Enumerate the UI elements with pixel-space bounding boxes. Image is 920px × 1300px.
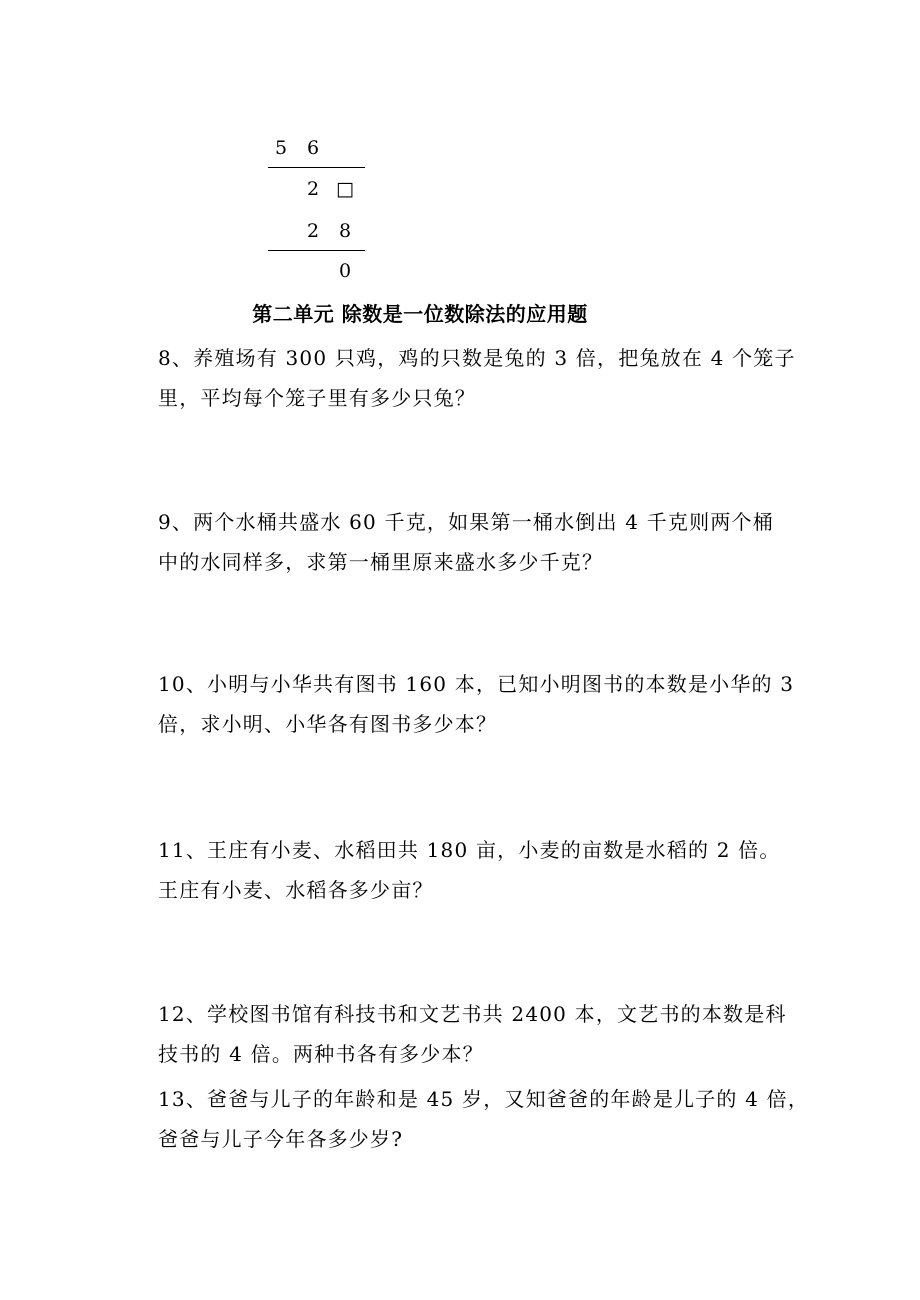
question-line: 10、小明与小华共有图书 160 本，已知小明图书的本数是小华的 3 bbox=[158, 672, 795, 696]
blank-box: □ bbox=[336, 178, 354, 200]
long-division-fragment bbox=[260, 130, 380, 290]
digit: 5 bbox=[274, 137, 288, 159]
division-row-3 bbox=[297, 219, 361, 243]
question-line: 倍，求小明、小华各有图书多少本？ bbox=[158, 712, 498, 736]
question-10 bbox=[158, 664, 798, 744]
question-line: 9、两个水桶共盛水 60 千克，如果第一桶水倒出 4 千克则两个桶 bbox=[158, 510, 774, 534]
division-row-1 bbox=[265, 136, 329, 160]
question-line: 中的水同样多，求第一桶里原来盛水多少千克？ bbox=[158, 550, 604, 574]
digit: 2 bbox=[306, 178, 320, 200]
division-line bbox=[268, 167, 365, 168]
question-line: 8、养殖场有 300 只鸡，鸡的只数是兔的 3 倍，把兔放在 4 个笼子 bbox=[158, 346, 796, 370]
division-row-2 bbox=[297, 177, 361, 201]
question-line: 12、学校图书馆有科技书和文艺书共 2400 本，文艺书的本数是科 bbox=[158, 1002, 787, 1026]
question-line: 11、王庄有小麦、水稻田共 180 亩，小麦的亩数是水稻的 2 倍。 bbox=[158, 838, 781, 862]
digit: 8 bbox=[338, 220, 352, 242]
division-row-4 bbox=[329, 259, 361, 283]
digit: 2 bbox=[306, 220, 320, 242]
digit: 0 bbox=[338, 260, 352, 282]
question-9 bbox=[158, 502, 798, 582]
question-line: 技书的 4 倍。两种书各有多少本？ bbox=[158, 1042, 484, 1066]
question-12 bbox=[158, 994, 798, 1074]
division-line bbox=[268, 250, 365, 251]
question-line: 13、爸爸与儿子的年龄和是 45 岁，又知爸爸的年龄是儿子的 4 倍， bbox=[158, 1087, 810, 1111]
question-8 bbox=[158, 338, 798, 418]
question-line: 里，平均每个笼子里有多少只兔？ bbox=[158, 386, 476, 410]
question-13 bbox=[158, 1079, 810, 1159]
question-11 bbox=[158, 830, 798, 910]
digit: 6 bbox=[306, 137, 320, 159]
section-title: 第二单元 除数是一位数除法的应用题 bbox=[252, 302, 588, 326]
question-line: 王庄有小麦、水稻各多少亩？ bbox=[158, 878, 434, 902]
question-line: 爸爸与儿子今年各多少岁? bbox=[158, 1127, 404, 1151]
